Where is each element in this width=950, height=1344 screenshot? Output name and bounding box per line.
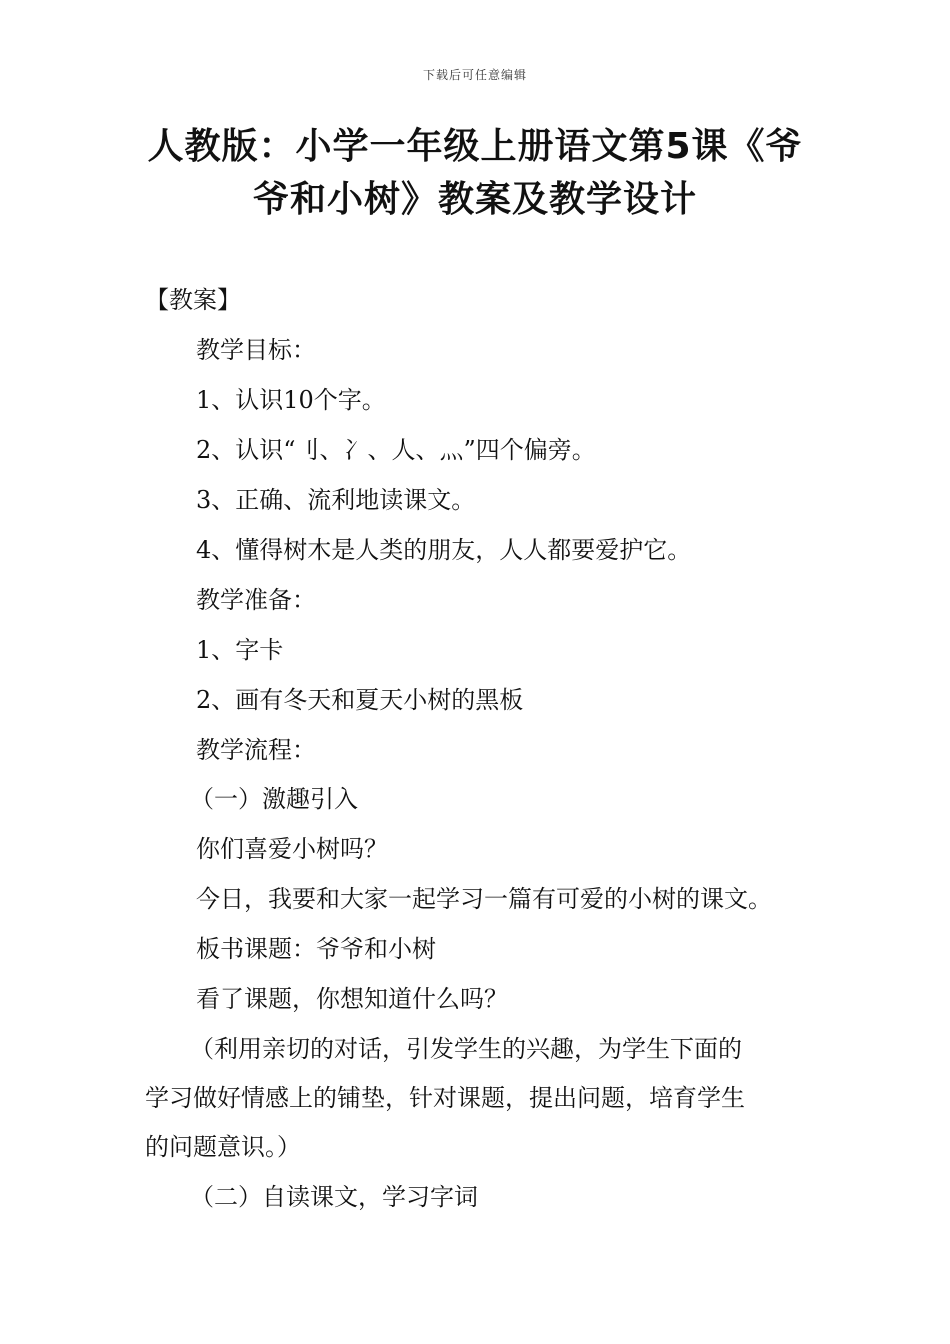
goals-heading: 教学目标： <box>196 336 316 364</box>
goal-item-3: 3、正确、流利地读课文。 <box>196 486 476 514</box>
prep-item-1: 1、字卡 <box>196 636 284 664</box>
section-label: 【教案】 <box>145 286 241 314</box>
step1-note-line-3: 的问题意识。） <box>145 1133 301 1161</box>
step1-line-2: 今日，我要和大家一起学习一篇有可爱的小树的课文。 <box>196 885 772 913</box>
step1-note-line-2: 学习做好情感上的铺垫，针对课题，提出问题，培育学生 <box>145 1084 745 1112</box>
step1-line-1: 你们喜爱小树吗？ <box>196 835 388 863</box>
step1-heading: （一）激趣引入 <box>190 785 358 813</box>
step1-note-line-1: （利用亲切的对话，引发学生的兴趣，为学生下面的 <box>190 1035 742 1063</box>
step2-heading: （二）自读课文，学习字词 <box>190 1183 478 1211</box>
prep-item-2: 2、画有冬天和夏天小树的黑板 <box>196 686 524 714</box>
header-note: 下载后可任意编辑 <box>422 68 527 82</box>
goal-item-1: 1、认识10个字。 <box>196 386 386 414</box>
document-title <box>140 120 810 226</box>
step1-line-3: 板书课题：爷爷和小树 <box>196 935 436 963</box>
title-line-1: 人教版：小学一年级上册语文第5课《爷 <box>147 126 803 167</box>
prep-heading: 教学准备： <box>196 586 316 614</box>
goal-item-2: 2、认识“刂、冫、人、灬”四个偏旁。 <box>196 436 596 464</box>
goal-item-4: 4、懂得树木是人类的朋友，人人都要爱护它。 <box>196 536 692 564</box>
title-line-2: 爷和小树》教案及教学设计 <box>252 179 697 220</box>
process-heading: 教学流程： <box>196 736 316 764</box>
step1-line-4: 看了课题，你想知道什么吗？ <box>196 985 508 1013</box>
